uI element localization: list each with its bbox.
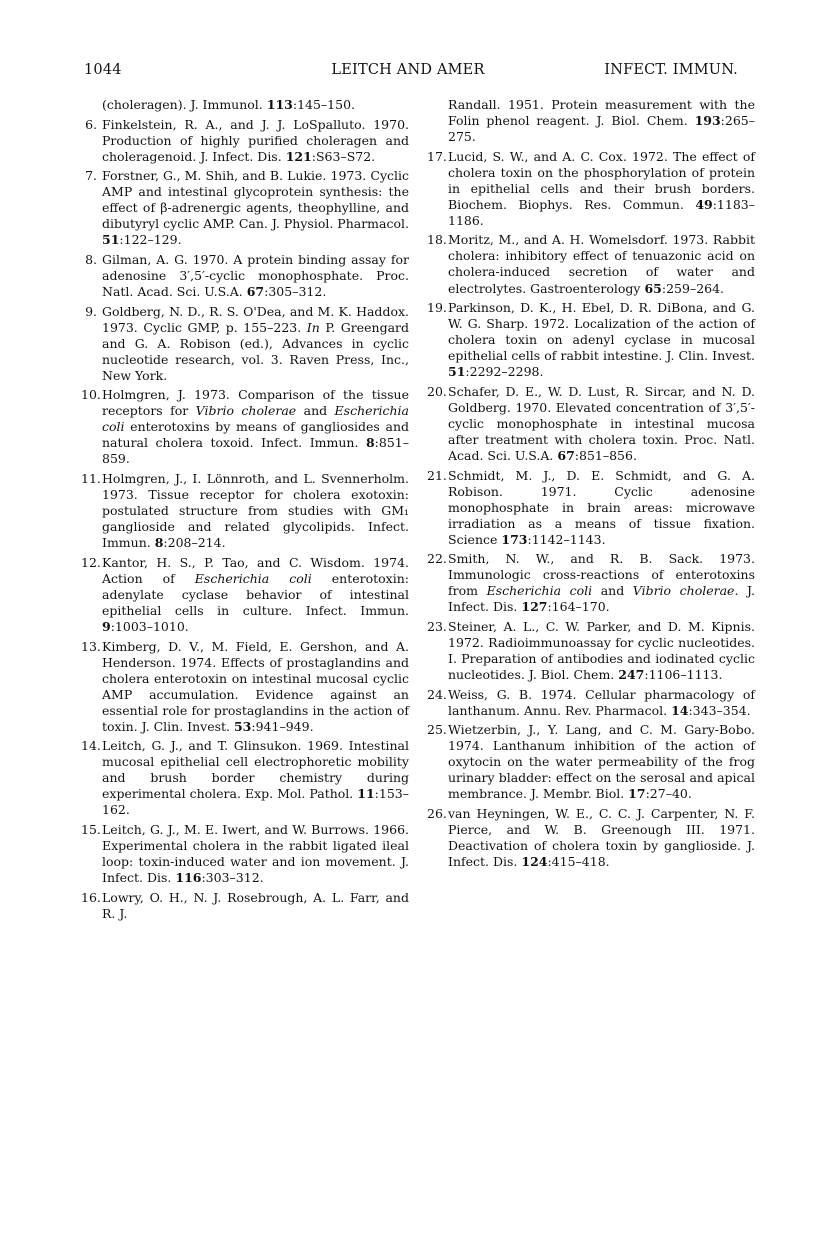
- reference-number: 13.: [81, 638, 101, 654]
- reference-text: :2292–2298.: [465, 364, 544, 380]
- reference-entry: [81, 639, 409, 735]
- reference-entry: [81, 555, 409, 635]
- reference-text: :1003–1010.: [110, 618, 189, 634]
- volume-number: 113: [266, 97, 293, 112]
- italic-term: Escherichia coli: [194, 570, 312, 586]
- reference-text: :259–264.: [661, 280, 725, 296]
- reference-number: 8.: [85, 251, 97, 267]
- reference-text: Wietzerbin, J., Y. Lang, and C. M. Gary-Bobo. 1974. Lanthanum inhibition of the action of oxytocin on the water permeability of the frog urinary bladder: effect on the serosal and apical membrance. J. Membr. Biol.: [448, 722, 755, 802]
- reference-text: :851–859.: [102, 435, 409, 467]
- volume-number: 49: [695, 196, 713, 212]
- reference-number: 23.: [427, 618, 447, 634]
- reference-entry: [427, 384, 755, 464]
- reference-text: Randall. 1951. Protein measurement with the Folin phenol reagent. J. Biol. Chem.: [448, 97, 755, 129]
- reference-entry: [81, 890, 409, 922]
- references-left-column: [81, 97, 409, 925]
- reference-text: P. Greengard and G. A. Robison (ed.), Advances in cyclic nucleotide research, vol. 3. Raven Press, Inc., New York.: [102, 319, 409, 383]
- reference-text: Holmgren, J., I. Lönnroth, and L. Svennerholm. 1973. Tissue receptor for cholera exotoxin: postulated structure from studies with GM₁ ganglioside and related glycolipids. Infect. Immun.: [102, 471, 409, 551]
- reference-text: Steiner, A. L., C. W. Parker, and D. M. Kipnis. 1972. Radioimmunoassay for cyclic nucleotides. I. Preparation of antibodies and iodinated cyclic nucleotides. J. Biol. Chem.: [448, 618, 755, 683]
- reference-entry: [81, 252, 409, 300]
- reference-text: Leitch, G. J., M. E. Iwert, and W. Burrows. 1966. Experimental cholera in the rabbit ligated ileal loop: toxin-induced water and ion movement. J. Infect. Dis.: [102, 822, 409, 886]
- reference-entry: [81, 387, 409, 467]
- reference-text: :164–170.: [547, 599, 610, 615]
- reference-entry: [427, 722, 755, 802]
- reference-number: 15.: [81, 822, 101, 838]
- reference-number: 10.: [81, 387, 101, 403]
- reference-number: 21.: [427, 467, 447, 483]
- reference-entry: [427, 468, 755, 548]
- reference-number: 7.: [85, 168, 97, 184]
- volume-number: 173: [501, 531, 528, 547]
- volume-number: 124: [521, 854, 548, 870]
- volume-number: 9: [102, 618, 111, 634]
- reference-text: :145–150.: [292, 97, 356, 112]
- reference-text: Lowry, O. H., N. J. Rosebrough, A. L. Farr, and R. J.: [102, 889, 409, 921]
- italic-term: Vibrio cholerae: [632, 583, 735, 599]
- reference-entry: [427, 300, 755, 380]
- reference-entry: [427, 232, 755, 296]
- reference-text: :1183–1186.: [448, 196, 755, 228]
- reference-text: Kimberg, D. V., M. Field, E. Gershon, and A. Henderson. 1974. Effects of prostaglandins and cholera enterotoxin on intestinal mucosal cyclic AMP accumulation. Evidence against an essential role for prostaglandins in the action of toxin. J. Clin. Invest.: [102, 638, 409, 734]
- reference-text: :27–40.: [645, 786, 692, 802]
- reference-number: 24.: [427, 686, 447, 702]
- reference-entry: [427, 687, 755, 719]
- volume-number: 51: [448, 364, 466, 380]
- reference-text: and: [592, 583, 633, 599]
- volume-number: 17: [628, 786, 646, 802]
- reference-entry: [81, 168, 409, 248]
- reference-text: :208–214.: [163, 535, 226, 551]
- running-authors: LEITCH AND AMER: [331, 62, 485, 78]
- page-number: 1044: [84, 62, 122, 78]
- reference-text: Goldberg, N. D., R. S. O'Dea, and M. K. Haddox. 1973. Cyclic GMP, p. 155–223.: [102, 303, 409, 335]
- italic-term: In: [306, 319, 320, 335]
- volume-number: 53: [233, 718, 252, 734]
- reference-text: Weiss, G. B. 1974. Cellular pharmacology of lanthanum. Annu. Rev. Pharmacol.: [448, 686, 755, 718]
- volume-number: 247: [618, 667, 645, 683]
- reference-text: :303–312.: [201, 870, 264, 886]
- reference-text: :S63–S72.: [311, 148, 376, 164]
- reference-text: :415–418.: [547, 854, 610, 870]
- reference-text: Gilman, A. G. 1970. A protein binding assay for adenosine 3′,5′-cyclic monophosphate. Proc. Natl. Acad. Sci. U.S.A.: [102, 251, 409, 300]
- reference-text: Schafer, D. E., W. D. Lust, R. Sircar, and N. D. Goldberg. 1970. Elevated concentration of 3′,5′-cyclic monophosphate in intestinal mucosa after treatment with cholera toxin. Proc. Natl. Acad. Sci. U.S.A.: [448, 383, 755, 463]
- running-header: [80, 62, 736, 84]
- volume-number: 65: [644, 280, 662, 296]
- italic-term: Escherichia coli: [486, 583, 593, 599]
- reference-text: Moritz, M., and A. H. Womelsdorf. 1973. Rabbit cholera: inhibitory effect of tenuazonic acid on cholera-induced secretion of water and electrolytes. Gastroenterology: [448, 232, 755, 296]
- reference-text: Smith, N. W., and R. B. Sack. 1973. Immunologic cross-reactions of enterotoxins from: [448, 551, 755, 599]
- reference-text: Leitch, G. J., and T. Glinsukon. 1969. Intestinal mucosal epithelial cell electrophoretic mobility and brush border chemistry during experimental cholera. Exp. Mol. Pathol.: [102, 738, 409, 802]
- reference-entry: [427, 149, 755, 229]
- reference-text: Parkinson, D. K., H. Ebel, D. R. DiBona, and G. W. G. Sharp. 1972. Localization of the action of cholera toxin on adenyl cyclase in mucosal epithelial cells of rabbit intestine. J. Clin. Invest.: [448, 300, 755, 364]
- reference-number: 19.: [427, 300, 447, 316]
- reference-text: :941–949.: [251, 718, 314, 734]
- reference-text: van Heyningen, W. E., C. C. J. Carpenter, N. F. Pierce, and W. B. Greenough III. 1971. Deactivation of cholera toxin by ganglioside. J. Infect. Dis.: [448, 805, 755, 870]
- journal-name: INFECT. IMMUN.: [604, 62, 738, 78]
- reference-text: Schmidt, M. J., D. E. Schmidt, and G. A. Robison. 1971. Cyclic adenosine monophosphate in brain areas: microwave irradiation as a means of tissue fixation. Science: [448, 467, 755, 547]
- reference-number: 18.: [427, 232, 447, 248]
- volume-number: 121: [285, 148, 312, 164]
- volume-number: 67: [246, 284, 265, 300]
- reference-entry: [427, 806, 755, 870]
- volume-number: 193: [694, 113, 721, 129]
- references-right-column: [427, 97, 755, 874]
- reference-text: :1142–1143.: [527, 531, 606, 547]
- reference-number: 6.: [85, 116, 97, 132]
- volume-number: 67: [557, 447, 575, 463]
- reference-number: 17.: [427, 148, 447, 164]
- italic-term: Escherichia coli: [102, 403, 410, 435]
- reference-number: 25.: [427, 722, 447, 738]
- reference-number: 9.: [85, 303, 97, 319]
- reference-number: 26.: [427, 805, 447, 821]
- reference-number: 16.: [81, 889, 101, 905]
- reference-text: . J. Infect. Dis.: [448, 583, 755, 615]
- reference-text: enterotoxins by means of gangliosides and natural cholera toxoid. Infect. Immun.: [102, 419, 409, 451]
- reference-continuation: [427, 97, 755, 145]
- volume-number: 14: [671, 702, 689, 718]
- reference-text: Lucid, S. W., and A. C. Cox. 1972. The effect of cholera toxin on the phosphorylation of protein in epithelial cells and their brush borders. Biochem. Biophys. Res. Commun.: [448, 148, 755, 212]
- reference-text: Kantor, H. S., P. Tao, and C. Wisdom. 1974. Action of: [102, 554, 409, 586]
- reference-text: :153–162.: [102, 786, 409, 818]
- reference-number: 12.: [81, 554, 101, 570]
- reference-text: :265–275.: [448, 113, 755, 145]
- reference-entry: [81, 822, 409, 886]
- reference-text: Finkelstein, R. A., and J. J. LoSpalluto. 1970. Production of highly purified choleragen and choleragenoid. J. Infect. Dis.: [102, 116, 409, 164]
- reference-text: Holmgren, J. 1973. Comparison of the tissue receptors for: [102, 387, 409, 419]
- reference-entry: [81, 117, 409, 165]
- reference-entry: [81, 304, 409, 384]
- reference-entry: [81, 738, 409, 818]
- reference-entry: [427, 551, 755, 615]
- reference-text: and: [296, 403, 335, 419]
- reference-entry: [81, 471, 409, 551]
- volume-number: 11: [357, 786, 375, 802]
- reference-number: 22.: [427, 551, 447, 567]
- reference-text: Forstner, G., M. Shih, and B. Lukie. 1973. Cyclic AMP and intestinal glycoprotein synthesis: the effect of β-adrenergic agents, theophylline, and dibutyryl cyclic AMP. Can. J. Physiol. Pharmacol.: [102, 168, 409, 232]
- reference-continuation: [81, 97, 409, 113]
- volume-number: 127: [521, 599, 548, 615]
- volume-number: 116: [175, 870, 202, 886]
- italic-term: Vibrio cholerae: [195, 403, 297, 419]
- reference-text: enterotoxin: adenylate cyclase behavior of intestinal epithelial cells in culture. Infect. Immun.: [102, 570, 409, 618]
- reference-text: :305–312.: [264, 284, 327, 300]
- reference-number: 20.: [427, 383, 447, 399]
- volume-number: 8: [365, 435, 375, 451]
- reference-text: :343–354.: [688, 702, 751, 718]
- reference-entry: [427, 619, 755, 683]
- reference-text: :1106–1113.: [644, 667, 723, 683]
- reference-text: :851–856.: [574, 447, 637, 463]
- reference-text: (choleragen). J. Immunol.: [102, 97, 267, 112]
- reference-text: :122–129.: [119, 232, 182, 248]
- reference-number: 14.: [81, 738, 101, 754]
- volume-number: 51: [102, 232, 120, 248]
- reference-number: 11.: [81, 471, 101, 487]
- volume-number: 8: [154, 535, 164, 551]
